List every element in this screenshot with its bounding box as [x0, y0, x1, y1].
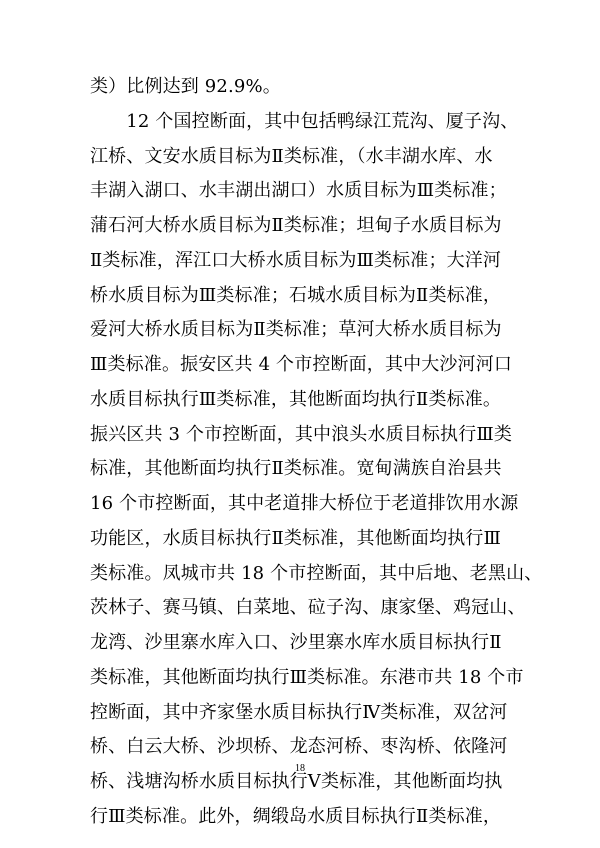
text-line: 爱河大桥水质目标为Ⅱ类标准；草河大桥水质目标为	[90, 319, 502, 341]
text-line: Ⅱ类标准，浑江口大桥水质目标为Ⅲ类标准；大洋河	[90, 249, 502, 271]
text-line: Ⅲ类标准。振安区共 4 个市控断面，其中大沙河河口	[90, 354, 513, 375]
text-line: 龙湾、沙里寨水库入口、沙里寨水库水质目标执行Ⅱ	[90, 632, 502, 653]
text-line: 桥水质目标为Ⅲ类标准；石城水质目标为Ⅱ类标准，	[90, 284, 502, 306]
text-line: 桥、浅塘沟桥水质目标执行Ⅴ类标准，其他断面均执	[90, 771, 503, 792]
text-line: 16 个市控断面，其中老道排大桥位于老道排饮用水源	[90, 493, 519, 514]
text-line: 功能区，水质目标执行Ⅱ类标准，其他断面均执行Ⅲ	[90, 527, 502, 549]
text-line: 丰湖入湖口、水丰湖出湖口）水质目标为Ⅲ类标准；	[90, 180, 507, 202]
text-line: 茨林子、赛马镇、白菜地、砬子沟、康家堡、鸡冠山、	[90, 597, 526, 619]
text-line: 江桥、文安水质目标为Ⅱ类标准，（水丰湖水库、水	[90, 145, 493, 167]
text-line: 蒲石河大桥水质目标为Ⅱ类标准；坦甸子水质目标为	[90, 215, 502, 236]
text-line: 类标准，其他断面均执行Ⅲ类标准。东港市共 18 个市	[90, 666, 524, 688]
text-line: 振兴区共 3 个市控断面，其中浪头水质目标执行Ⅲ类	[90, 423, 513, 445]
text-line: 控断面，其中齐家堡水质目标执行Ⅳ类标准，双岔河	[90, 701, 508, 723]
text-line: 类）比例达到 92.9%。	[90, 76, 281, 97]
text-line: 水质目标执行Ⅲ类标准，其他断面均执行Ⅱ类标准。	[90, 388, 502, 410]
text-line: 行Ⅲ类标准。此外，绸缎岛水质目标执行Ⅱ类标准，	[90, 805, 502, 827]
text-line: 12 个国控断面，其中包括鸭绿江荒沟、厦子沟、	[90, 110, 519, 132]
text-line: 标准，其他断面均执行Ⅱ类标准。宽甸满族自治县共	[90, 458, 502, 480]
page-number: 18	[295, 763, 305, 774]
body-text	[90, 70, 543, 835]
text-line: 桥、白云大桥、沙坝桥、龙态河桥、枣沟桥、依隆河	[90, 736, 508, 758]
text-line: 类标准。凤城市共 18 个市控断面，其中后地、老黑山、	[90, 562, 543, 584]
